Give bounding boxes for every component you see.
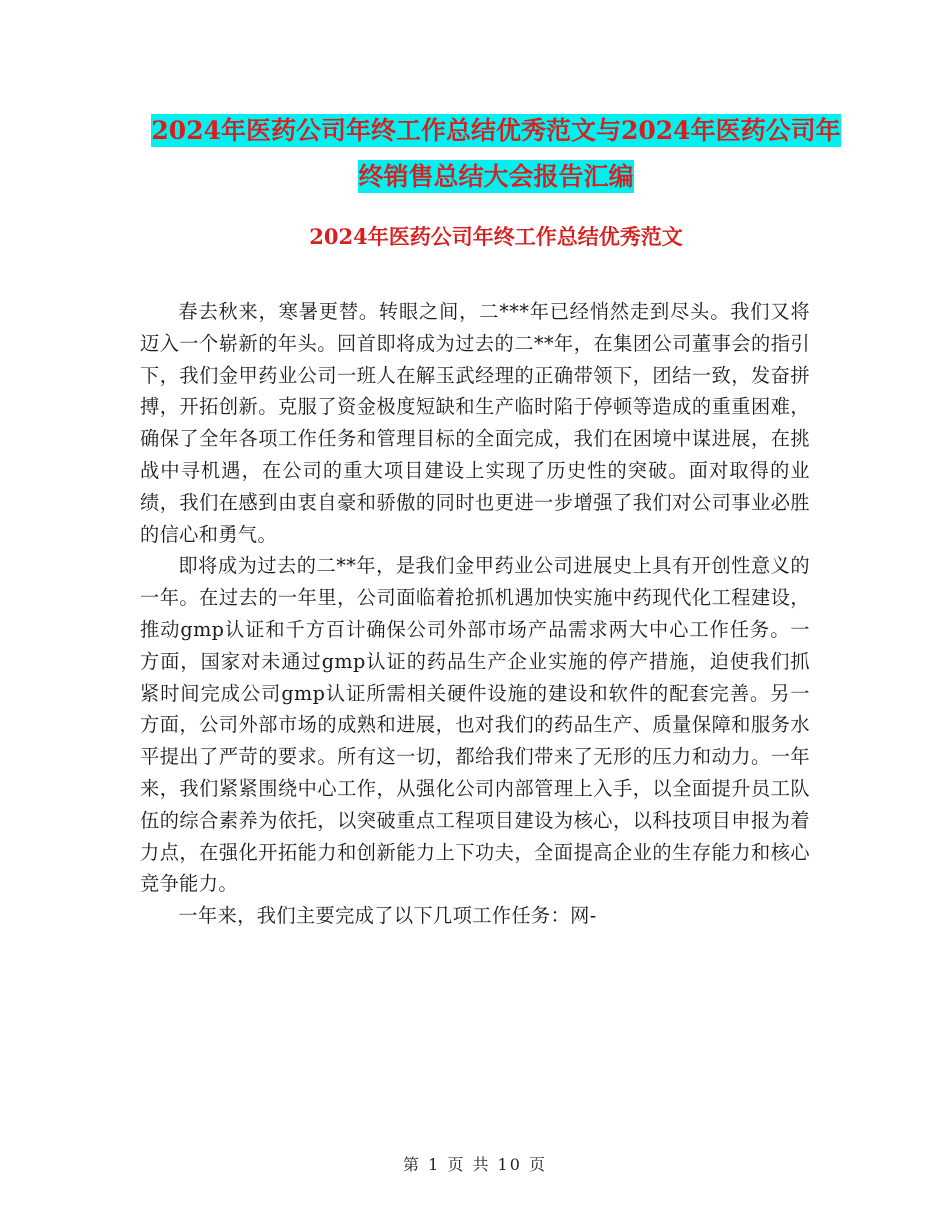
- document-main-title: [140, 108, 852, 200]
- section-title: 2024年医药公司年终工作总结优秀范文: [309, 224, 683, 249]
- body-text: [140, 296, 810, 932]
- paragraph-1: 春去秋来，寒暑更替。转眼之间，二***年已经悄然走到尽头。我们又将迈入一个崭新的年头。回首即将成为过去的二**年，在集团公司董事会的指引下，我们金甲药业公司一班人在解玉武经理的正确带领下，团结一致，发奋拼搏，开拓创新。克服了资金极度短缺和生产临时陷于停顿等造成的重重困难，确保了全年各项工作任务和管理目标的全面完成，我们在困境中谋进展，在挑战中寻机遇，在公司的重大项目建设上实现了历史性的突破。面对取得的业绩，我们在感到由衷自豪和骄傲的同时也更进一步增强了我们对公司事业必胜的信心和勇气。: [140, 300, 810, 546]
- page-number-footer: 第 1 页 共 10 页: [403, 1155, 547, 1174]
- main-title-highlight: 2024年医药公司年终工作总结优秀范文与2024年医药公司年终销售总结大会报告汇编: [151, 116, 841, 191]
- paragraph-3: 一年来，我们主要完成了以下几项工作任务：网-: [178, 904, 597, 928]
- paragraph-2: 即将成为过去的二**年，是我们金甲药业公司进展史上具有开创性意义的一年。在过去的一年里，公司面临着抢抓机遇加快实施中药现代化工程建设，推动gmp认证和千方百计确保公司外部市场产品需求两大中心工作任务。一方面，国家对未通过gmp认证的药品生产企业实施的停产措施，迫使我们抓紧时间完成公司gmp认证所需相关硬件设施的建设和软件的配套完善。另一方面，公司外部市场的成熟和进展，也对我们的药品生产、质量保障和服务水平提出了严苛的要求。所有这一切，都给我们带来了无形的压力和动力。一年来，我们紧紧围绕中心工作，从强化公司内部管理上入手，以全面提升员工队伍的综合素养为依托，以突破重点工程项目建设为核心，以科技项目申报为着力点，在强化开拓能力和创新能力上下功夫，全面提高企业的生存能力和核心竞争能力。: [140, 554, 810, 896]
